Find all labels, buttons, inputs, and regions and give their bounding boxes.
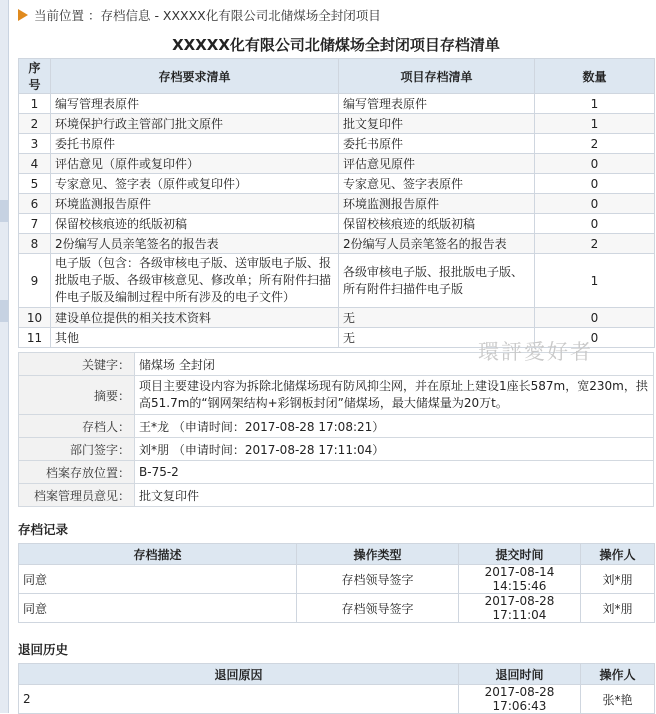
column-header-operator: 操作人 — [581, 664, 655, 685]
table-row — [19, 134, 655, 154]
table-row — [19, 234, 655, 254]
admin-opinion-label: 档案管理员意见： — [19, 484, 135, 507]
depositor-value: 王*龙 （申请时间：2017-08-28 17:08:21） — [135, 415, 654, 438]
row-requirement: 其他 — [51, 328, 339, 348]
row-quantity: 0 — [535, 194, 655, 214]
keywords-value: 储煤场 全封闭 — [135, 353, 654, 376]
row-no: 2 — [19, 114, 51, 134]
info-row-location — [19, 461, 654, 484]
row-item: 编写管理表原件 — [339, 94, 535, 114]
row-requirement: 评估意见（原件或复印件） — [51, 154, 339, 174]
table-row — [19, 565, 655, 594]
row-no: 6 — [19, 194, 51, 214]
table-row — [19, 154, 655, 174]
row-no: 3 — [19, 134, 51, 154]
row-requirement: 保留校核痕迹的纸版初稿 — [51, 214, 339, 234]
return-operator: 张*艳 — [581, 685, 655, 714]
row-requirement: 建设单位提供的相关技术资料 — [51, 308, 339, 328]
return-time: 2017-08-28 17:06:43 — [459, 685, 581, 714]
archive-info-table — [18, 352, 654, 507]
row-quantity: 1 — [535, 254, 655, 308]
keywords-label: 关键字： — [19, 353, 135, 376]
row-no: 9 — [19, 254, 51, 308]
watermark: 環評愛好者 — [478, 340, 593, 364]
left-nav-strip — [0, 0, 9, 713]
row-quantity: 1 — [535, 94, 655, 114]
record-desc: 同意 — [19, 565, 297, 594]
row-item: 环境监测报告原件 — [339, 194, 535, 214]
row-item: 委托书原件 — [339, 134, 535, 154]
abstract-value: 项目主要建设内容为拆除北储煤场现有防风抑尘网，并在原址上建设1座长587m，宽230m，拱高51.7m的“钢网架结构+彩钢板封闭”储煤场，最大储煤量为20万t。 — [135, 376, 654, 415]
page-title: XXXXX化有限公司北储煤场全封闭项目存档清单 — [172, 36, 500, 54]
left-nav-marker — [0, 200, 8, 222]
location-label: 档案存放位置： — [19, 461, 135, 484]
info-row-abstract — [19, 376, 654, 415]
row-item: 各级审核电子版、报批版电子版、所有附件扫描件电子版 — [339, 254, 535, 308]
row-no: 11 — [19, 328, 51, 348]
row-requirement: 委托书原件 — [51, 134, 339, 154]
archive-list-table — [18, 58, 655, 348]
table-row — [19, 174, 655, 194]
row-item: 专家意见、签字表原件 — [339, 174, 535, 194]
row-quantity: 0 — [535, 308, 655, 328]
returns-section-title: 退回历史 — [18, 642, 69, 657]
admin-opinion-value: 批文复印件 — [135, 484, 654, 507]
record-operator: 刘*朋 — [581, 565, 655, 594]
dept-sign-value: 刘*朋 （申请时间：2017-08-28 17:11:04） — [135, 438, 654, 461]
record-time: 2017-08-14 14:15:46 — [459, 565, 581, 594]
row-item: 批文复印件 — [339, 114, 535, 134]
row-no: 8 — [19, 234, 51, 254]
row-quantity: 0 — [535, 154, 655, 174]
dept-sign-label: 部门签字： — [19, 438, 135, 461]
table-row — [19, 214, 655, 234]
info-row-depositor — [19, 415, 654, 438]
row-requirement: 环境监测报告原件 — [51, 194, 339, 214]
records-section-title: 存档记录 — [18, 522, 69, 537]
row-item: 无 — [339, 328, 535, 348]
column-header-reason: 退回原因 — [19, 664, 459, 685]
row-item: 无 — [339, 308, 535, 328]
abstract-label: 摘要： — [19, 376, 135, 415]
row-quantity: 0 — [535, 328, 655, 348]
table-header-row — [19, 664, 655, 685]
table-row — [19, 194, 655, 214]
info-row-admin-opinion — [19, 484, 654, 507]
breadcrumb — [18, 0, 654, 30]
row-quantity: 2 — [535, 234, 655, 254]
column-header-operator: 操作人 — [581, 544, 655, 565]
arrow-right-icon — [18, 9, 28, 21]
record-desc: 同意 — [19, 594, 297, 623]
row-requirement: 电子版（包含：各级审核电子版、送审版电子版、报批版电子版、各级审核意见、修改单；所有附件扫描件电子版及编制过程中所有涉及的电子文件） — [51, 254, 339, 308]
row-requirement: 编写管理表原件 — [51, 94, 339, 114]
column-header-type: 操作类型 — [297, 544, 459, 565]
row-no: 4 — [19, 154, 51, 174]
table-header-row — [19, 544, 655, 565]
depositor-label: 存档人： — [19, 415, 135, 438]
table-header-row — [19, 59, 655, 94]
column-header-return-time: 退回时间 — [459, 664, 581, 685]
column-header-quantity: 数量 — [535, 59, 655, 94]
return-history-table — [18, 663, 655, 714]
row-no: 10 — [19, 308, 51, 328]
left-nav-marker — [0, 300, 8, 322]
row-quantity: 0 — [535, 174, 655, 194]
row-item: 保留校核痕迹的纸版初稿 — [339, 214, 535, 234]
record-time: 2017-08-28 17:11:04 — [459, 594, 581, 623]
breadcrumb-text: 当前位置 ：存档信息 - XXXXX化有限公司北储煤场全封闭项目 — [34, 8, 381, 23]
table-row — [19, 94, 655, 114]
row-item: 评估意见原件 — [339, 154, 535, 174]
column-header-time: 提交时间 — [459, 544, 581, 565]
record-operator: 刘*朋 — [581, 594, 655, 623]
table-row — [19, 308, 655, 328]
record-type: 存档领导签字 — [297, 594, 459, 623]
location-value: B-75-2 — [135, 461, 654, 484]
row-no: 5 — [19, 174, 51, 194]
return-reason: 2 — [19, 685, 459, 714]
row-quantity: 1 — [535, 114, 655, 134]
table-row — [19, 685, 655, 714]
row-requirement: 专家意见、签字表（原件或复印件） — [51, 174, 339, 194]
table-row — [19, 594, 655, 623]
row-no: 7 — [19, 214, 51, 234]
column-header-desc: 存档描述 — [19, 544, 297, 565]
archive-records-table — [18, 543, 655, 623]
table-row — [19, 254, 655, 308]
record-type: 存档领导签字 — [297, 565, 459, 594]
row-requirement: 2份编写人员亲笔签名的报告表 — [51, 234, 339, 254]
row-requirement: 环境保护行政主管部门批文原件 — [51, 114, 339, 134]
info-row-dept-sign — [19, 438, 654, 461]
column-header-no: 序号 — [19, 59, 51, 94]
row-item: 2份编写人员亲笔签名的报告表 — [339, 234, 535, 254]
row-quantity: 0 — [535, 214, 655, 234]
row-no: 1 — [19, 94, 51, 114]
column-header-requirement: 存档要求清单 — [51, 59, 339, 94]
table-row — [19, 114, 655, 134]
column-header-item: 项目存档清单 — [339, 59, 535, 94]
row-quantity: 2 — [535, 134, 655, 154]
